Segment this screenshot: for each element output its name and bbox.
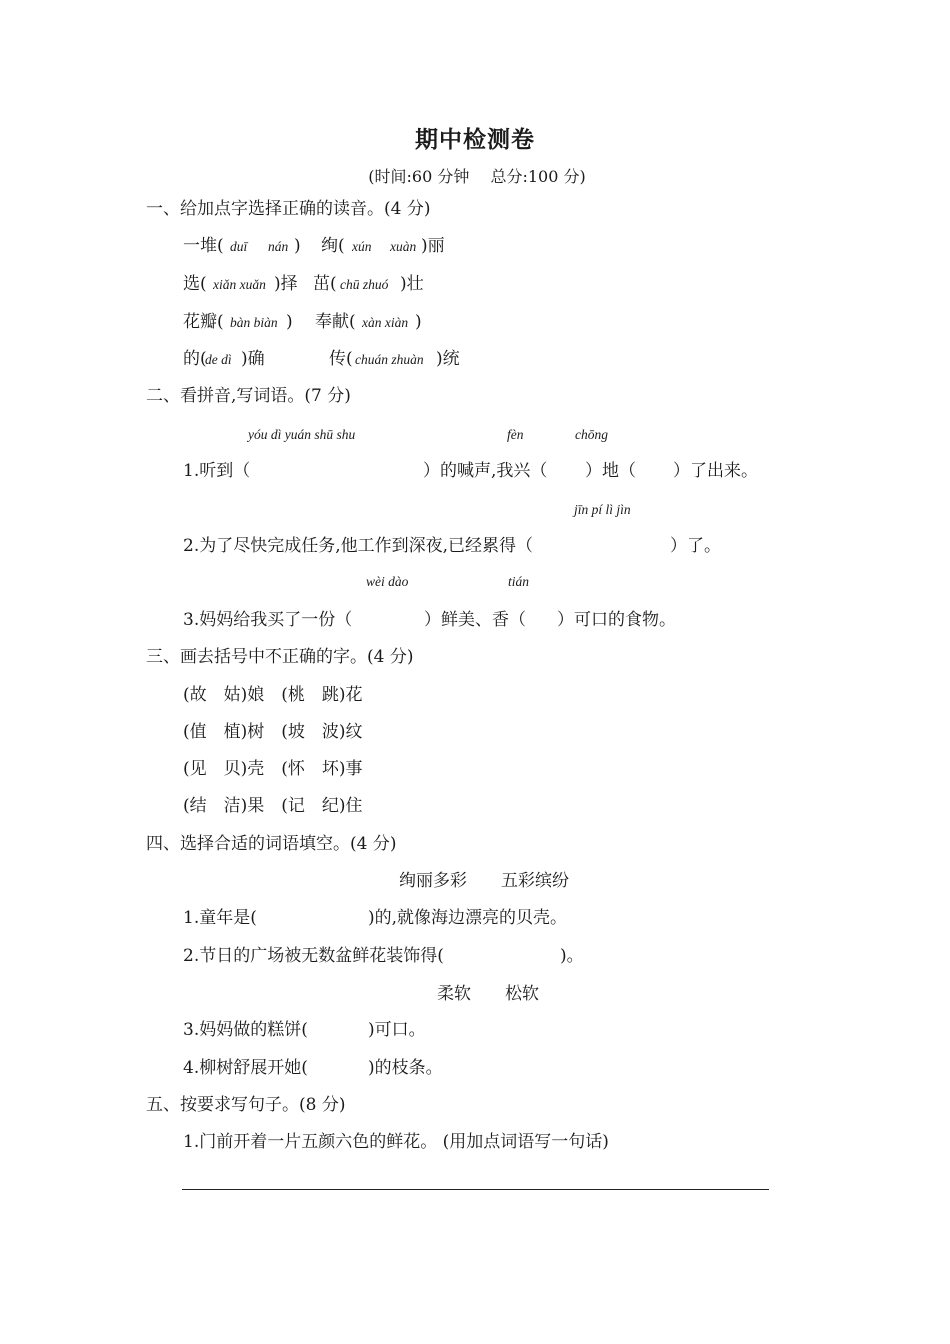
s4-q1-part-1: 1.童年是( — [183, 908, 257, 928]
s1-item-2-close: )丽 — [421, 236, 445, 256]
s2-q2-part-2: ）了。 — [670, 536, 721, 556]
s2-q1-pinyin-1: yóu dì yuán shū shu — [248, 427, 356, 442]
section-3-heading: 三、画去括号中不正确的字。(4 分) — [146, 647, 414, 667]
s1-item-7-word: 的( — [183, 349, 207, 369]
s3-row-4: (结 洁)果 (记 纪)住 — [183, 796, 363, 816]
s4-q2-part-2: )。 — [560, 946, 584, 966]
s1-item-1-option-a[interactable]: duī — [230, 239, 248, 254]
s3-row-3: (见 贝)壳 (怀 坏)事 — [183, 759, 363, 779]
s2-q3-pinyin-1: wèi dào — [366, 574, 409, 589]
s1-item-3-word: 选( — [183, 274, 207, 294]
s5-q1-prompt: 1.门前开着一片五颜六色的鲜花。 (用加点词语写一句话) — [183, 1132, 609, 1152]
s4-q3-part-1: 3.妈妈做的糕饼( — [183, 1020, 308, 1040]
s4-q4-part-1: 4.柳树舒展开她( — [183, 1058, 308, 1078]
s1-item-6-options[interactable]: xàn xiàn — [362, 315, 409, 330]
s2-q1-part-3: ）地（ — [585, 461, 636, 481]
s1-item-4-options[interactable]: chū zhuó — [340, 277, 389, 292]
s4-q1-part-2: )的,就像海边漂亮的贝壳。 — [368, 908, 568, 928]
s4-word-choices-2: 柔软 松软 — [437, 984, 539, 1004]
s1-item-7-close: )确 — [241, 349, 265, 369]
section-1-heading: 一、给加点字选择正确的读音。(4 分) — [146, 199, 431, 219]
s2-q1-part-1: 1.听到（ — [183, 461, 251, 481]
s1-item-8-options[interactable]: chuán zhuàn — [355, 352, 424, 367]
s1-item-6-close: ) — [415, 312, 422, 332]
section-4-heading: 四、选择合适的词语填空。(4 分) — [146, 834, 397, 854]
s4-word-choices-1: 绚丽多彩 五彩缤纷 — [399, 871, 569, 891]
s1-item-4-word: 茁( — [313, 274, 337, 294]
s1-item-1-word: 一堆( — [183, 236, 224, 256]
s2-q3-pinyin-2: tián — [508, 574, 530, 589]
s1-item-2-option-a[interactable]: xún — [352, 239, 372, 254]
exam-info: (时间:60 分钟 总分:100 分) — [368, 167, 586, 186]
s1-item-1-option-b[interactable]: nán — [268, 239, 289, 254]
s1-item-7-options[interactable]: de dì — [205, 352, 232, 367]
s2-q1-part-4: ）了出来。 — [673, 461, 758, 481]
section-2-heading: 二、看拼音,写词语。(7 分) — [146, 386, 351, 406]
s4-q2-part-1: 2.节日的广场被无数盆鲜花装饰得( — [183, 946, 444, 966]
s3-row-2: (值 植)树 (坡 波)纹 — [183, 722, 363, 742]
s1-item-5-close: ) — [286, 312, 293, 332]
s1-item-6-word: 奉献( — [315, 312, 356, 332]
s2-q3-part-2: ）鲜美、香（ — [424, 610, 526, 630]
s1-item-1-close: ) — [294, 236, 301, 256]
s2-q1-part-2: ）的喊声,我兴（ — [423, 461, 548, 481]
s3-row-1: (故 姑)娘 (桃 跳)花 — [183, 685, 363, 705]
s2-q3-part-1: 3.妈妈给我买了一份（ — [183, 610, 353, 630]
s1-item-3-close: )择 — [274, 274, 298, 294]
s1-item-3-options[interactable]: xiǎn xuǎn — [213, 277, 266, 292]
s2-q1-pinyin-3: chōng — [575, 427, 608, 442]
s4-q3-part-2: )可口。 — [368, 1020, 426, 1040]
s2-q2-pinyin: jīn pí lì jìn — [574, 502, 631, 517]
section-5-heading: 五、按要求写句子。(8 分) — [146, 1095, 346, 1115]
s1-item-4-close: )壮 — [400, 274, 424, 294]
s1-item-5-word: 花瓣( — [183, 312, 224, 332]
s2-q3-part-3: ）可口的食物。 — [557, 610, 676, 630]
s1-item-5-options[interactable]: bàn biàn — [230, 315, 278, 330]
s1-item-2-word: 绚( — [321, 236, 345, 256]
s2-q1-pinyin-2: fèn — [507, 427, 524, 442]
s5-q1-answer-line[interactable] — [182, 1189, 769, 1190]
s4-q4-part-2: )的枝条。 — [368, 1058, 443, 1078]
page-title: 期中检测卷 — [415, 126, 535, 153]
s1-item-2-option-b[interactable]: xuàn — [390, 239, 417, 254]
s1-item-8-close: )统 — [436, 349, 460, 369]
s2-q2-part-1: 2.为了尽快完成任务,他工作到深夜,已经累得（ — [183, 536, 534, 556]
s1-item-8-word: 传( — [329, 349, 353, 369]
